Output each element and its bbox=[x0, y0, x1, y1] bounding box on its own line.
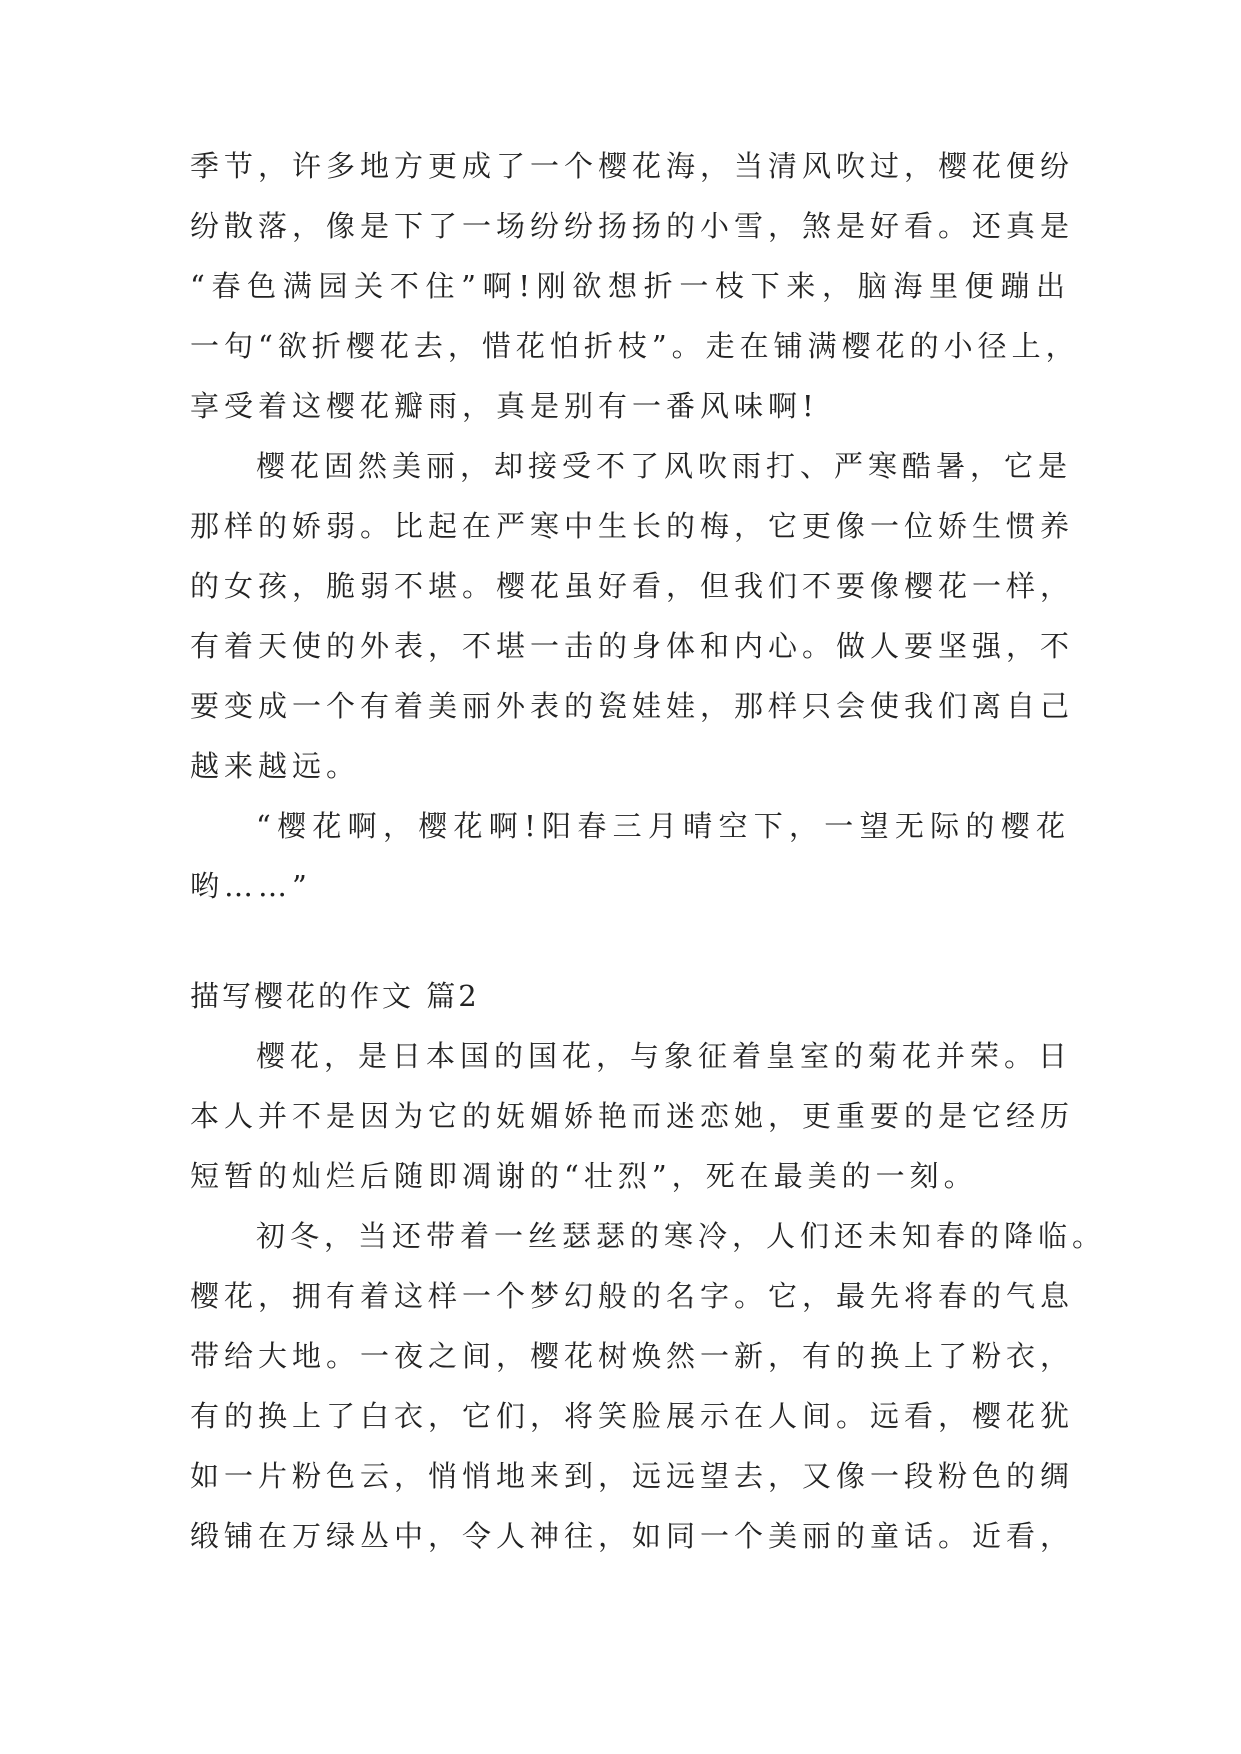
paragraph-line: 一句“欲折樱花去，惜花怕折枝”。走在铺满樱花的小径上， bbox=[190, 329, 1080, 363]
paragraph-line: 短暂的灿烂后随即凋谢的“壮烈”，死在最美的一刻。 bbox=[190, 1159, 978, 1193]
paragraph-line: 樱花，拥有着这样一个梦幻般的名字。它，最先将春的气息 bbox=[190, 1279, 1075, 1313]
paragraph-line: 有着天使的外表，不堪一击的身体和内心。做人要坚强，不 bbox=[190, 629, 1075, 663]
paragraph-line: 要变成一个有着美丽外表的瓷娃娃，那样只会使我们离自己 bbox=[190, 689, 1075, 723]
paragraph-line: 享受着这樱花瓣雨，真是别有一番风味啊! bbox=[190, 389, 819, 423]
paragraph-line: 哟……” bbox=[190, 869, 312, 903]
paragraph-line: 的女孩，脆弱不堪。樱花虽好看，但我们不要像樱花一样， bbox=[190, 569, 1075, 603]
paragraph-line: 纷散落，像是下了一场纷纷扬扬的小雪，煞是好看。还真是 bbox=[190, 209, 1075, 243]
paragraph-line: 季节，许多地方更成了一个樱花海，当清风吹过，樱花便纷 bbox=[190, 149, 1075, 183]
paragraph-line: 如一片粉色云，悄悄地来到，远远望去，又像一段粉色的绸 bbox=[190, 1459, 1075, 1493]
paragraph-line: 带给大地。一夜之间，樱花树焕然一新，有的换上了粉衣， bbox=[190, 1339, 1075, 1373]
paragraph-line: 本人并不是因为它的妩媚娇艳而迷恋她，更重要的是它经历 bbox=[190, 1099, 1075, 1133]
paragraph-line: 那样的娇弱。比起在严寒中生长的梅，它更像一位娇生惯养 bbox=[190, 509, 1075, 543]
essay-2-heading-block bbox=[190, 966, 1070, 1026]
paragraph-line: 越来越远。 bbox=[190, 749, 361, 783]
essay-1-ending bbox=[190, 136, 1080, 916]
paragraph-line: “春色满园关不住”啊!刚欲想折一枝下来，脑海里便蹦出 bbox=[190, 269, 1070, 303]
paragraph-line: 缎铺在万绿丛中，令人神往，如同一个美丽的童话。近看， bbox=[190, 1519, 1075, 1553]
section-heading: 描写樱花的作文 篇2 bbox=[190, 979, 480, 1013]
paragraph-line: 初冬，当还带着一丝瑟瑟的寒冷，人们还未知春的降临。 bbox=[256, 1219, 1107, 1253]
paragraph-line: 樱花，是日本国的国花，与象征着皇室的菊花并荣。日 bbox=[256, 1039, 1073, 1073]
paragraph-line: 樱花固然美丽，却接受不了风吹雨打、严寒酷暑，它是 bbox=[256, 449, 1073, 483]
essay-2-body bbox=[190, 1026, 1107, 1566]
paragraph-line: “樱花啊，樱花啊!阳春三月晴空下，一望无际的樱花 bbox=[256, 809, 1070, 843]
paragraph-line: 有的换上了白衣，它们，将笑脸展示在人间。远看，樱花犹 bbox=[190, 1399, 1075, 1433]
